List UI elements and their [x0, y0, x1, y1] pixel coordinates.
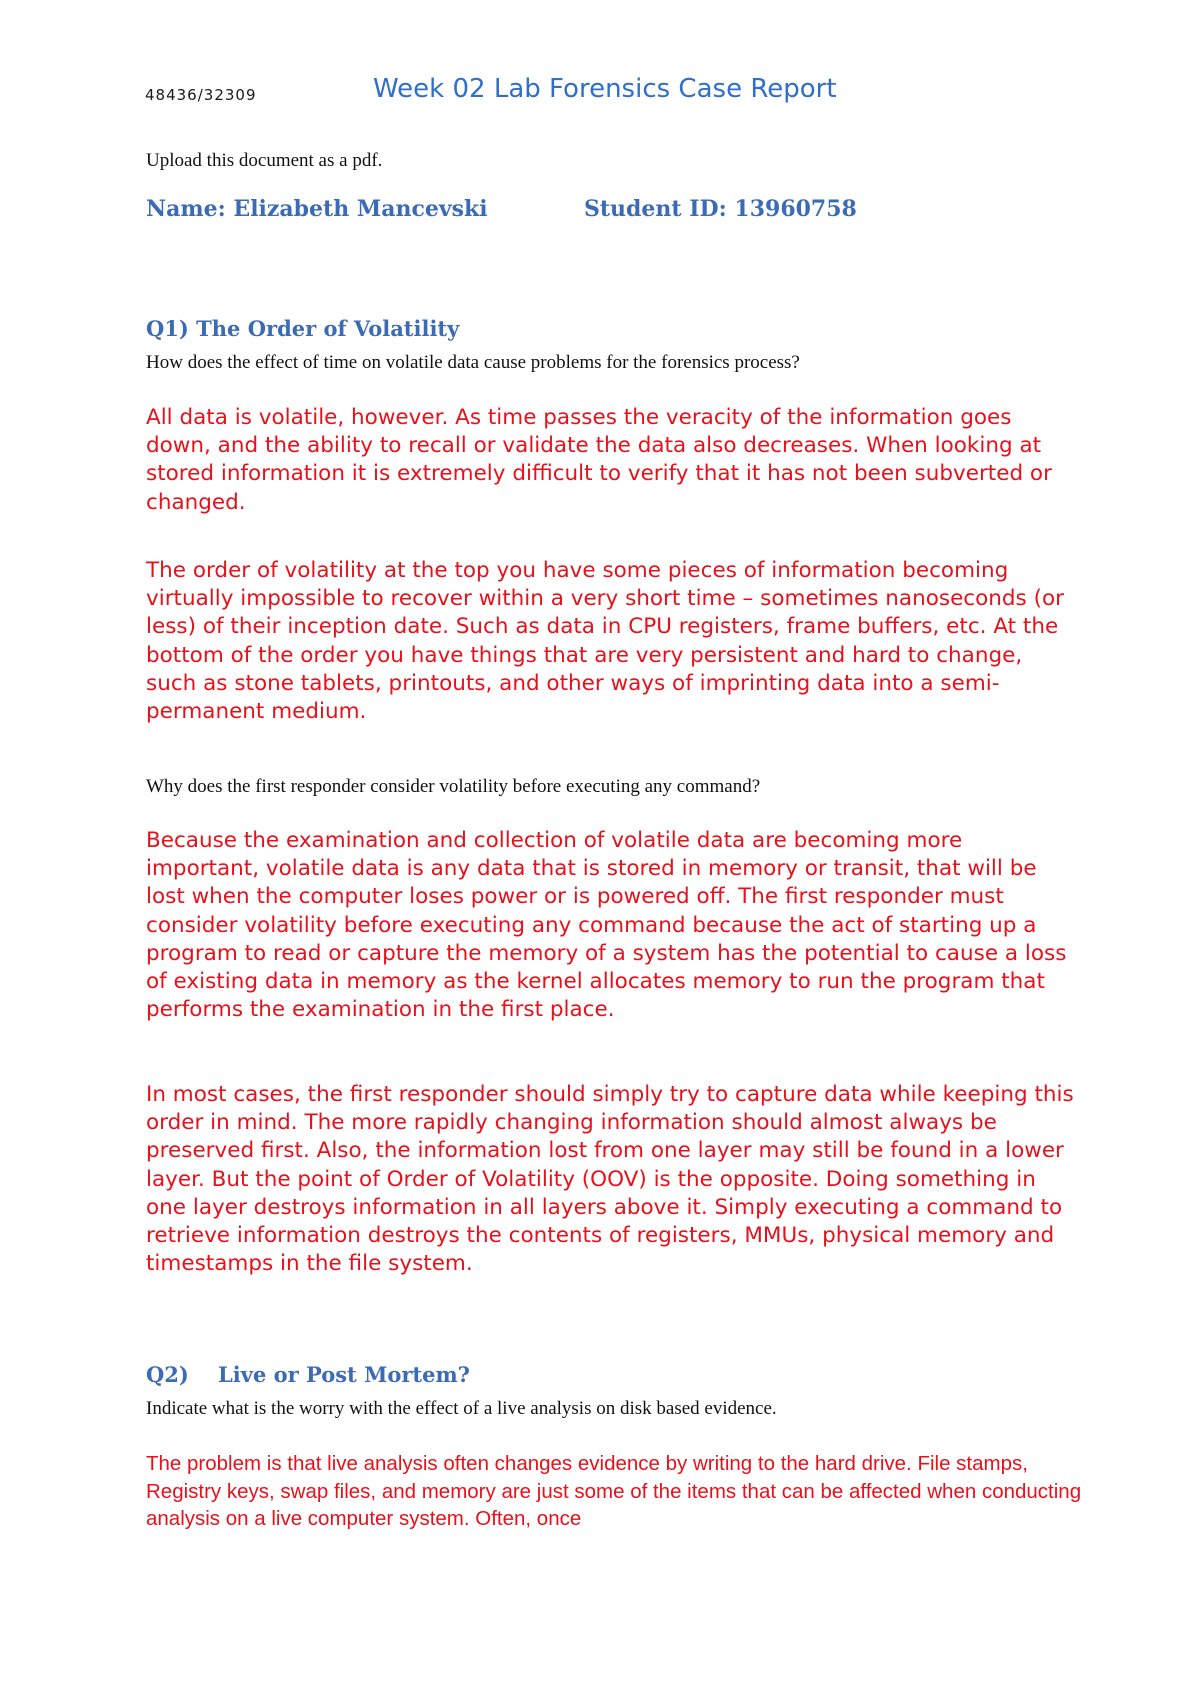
q1-answer-a-paragraph-1: All data is volatile, however. As time passes the veracity of the information goes down, and the ability to recall or validate the data also decreases. When looking at stored information it is extremely difficult to verify that it has not been subverted or changed. — [146, 405, 1052, 515]
document-title: Week 02 Lab Forensics Case Report — [373, 74, 837, 104]
q2-question: Indicate what is the worry with the effect of a live analysis on disk based evidence. — [146, 1398, 777, 1419]
q2-number: Q2) — [146, 1362, 189, 1387]
q2-title: Live or Post Mortem? — [218, 1362, 470, 1387]
q1-question-b: Why does the first responder consider volatility before executing any command? — [146, 776, 761, 797]
q1-answer-a-paragraph-2: The order of volatility at the top you have some pieces of information becoming virtually impossible to recover within a very short time – sometimes nanoseconds (or less) of their inception date. Such as data in CPU registers, frame buffers, etc. At the bottom of the order you have things that are very persistent and hard to change, such as stone tablets, printouts, and other ways of imprinting data into a semi-permanent medium. — [146, 558, 1064, 725]
student-id: Student ID: 13960758 — [584, 196, 857, 222]
q2-answer: The problem is that live analysis often changes evidence by writing to the hard drive. File stamps, Registry keys, swap files, and memory are just some of the items that can be affected when conducting analysis on a live computer system. Often, once — [146, 1452, 1082, 1530]
student-name: Name: Elizabeth Mancevski — [146, 196, 488, 222]
upload-instruction: Upload this document as a pdf. — [146, 150, 383, 171]
q1-heading: Q1) The Order of Volatility — [146, 316, 460, 341]
course-code: 48436/32309 — [145, 86, 257, 104]
q1-answer-b-paragraph-1: Because the examination and collection of volatile data are becoming more important, volatile data is any data that is stored in memory or transit, that will be lost when the computer loses power or is powered off. The first responder must consider volatility before executing any command because the act of starting up a program to read or capture the memory of a system has the potential to cause a loss of existing data in memory as the kernel allocates memory to run the program that performs the examination in the first place. — [146, 828, 1067, 1023]
q1-question-a: How does the effect of time on volatile data cause problems for the forensics process? — [146, 352, 800, 373]
q1-answer-b-paragraph-2: In most cases, the first responder should simply try to capture data while keeping this order in mind. The more rapidly changing information should almost always be preserved first. Also, the information lost from one layer may still be found in a lower layer. But the point of Order of Volatility (OOV) is the opposite. Doing something in one layer destroys information in all layers above it. Simply executing a command to retrieve information destroys the contents of registers, MMUs, physical memory and timestamps in the file system. — [146, 1082, 1074, 1277]
